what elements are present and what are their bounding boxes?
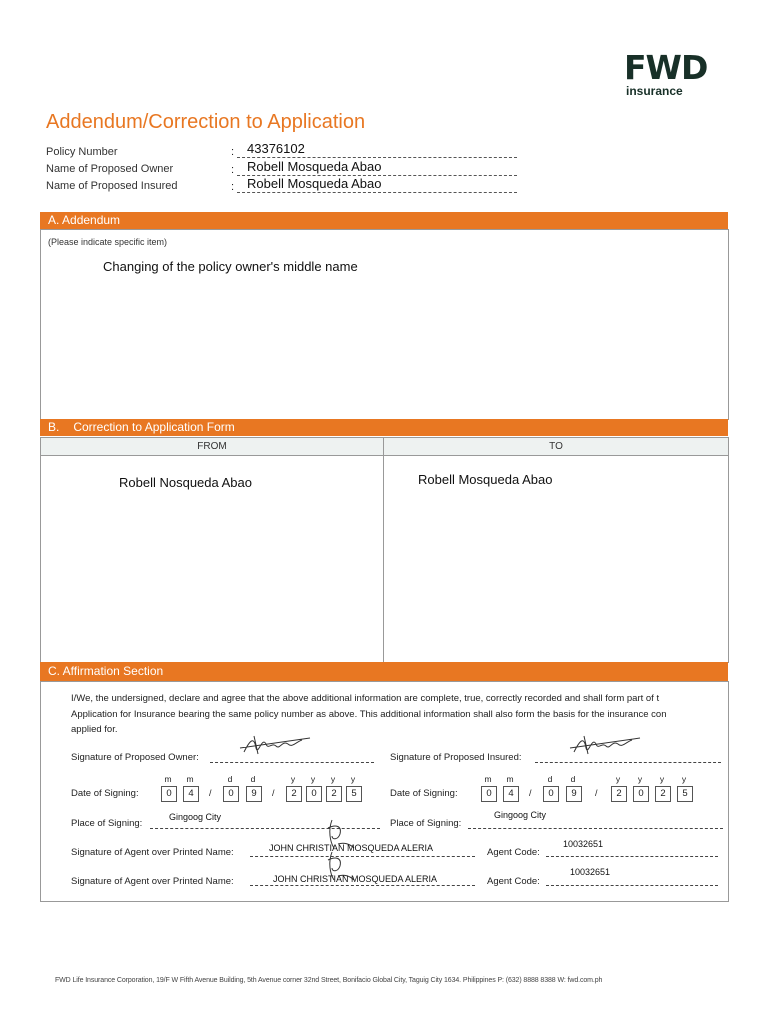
- fwd-logo-subtitle: insurance: [626, 84, 683, 98]
- place-value-insured[interactable]: Gingoog City: [494, 810, 547, 820]
- date-digit-year-4[interactable]: 5: [346, 786, 362, 802]
- date-head: y: [290, 774, 296, 784]
- date-head: m: [164, 774, 172, 784]
- section-a-box: [40, 229, 729, 420]
- policy-number-value[interactable]: 43376102: [247, 141, 305, 156]
- date-digit-day-1[interactable]: 0: [543, 786, 559, 802]
- date-digit-year-1[interactable]: 2: [286, 786, 302, 802]
- place-of-signing-label: Place of Signing:: [71, 818, 143, 829]
- date-digit-month-2[interactable]: 4: [503, 786, 519, 802]
- proposed-owner-value[interactable]: Robell Mosqueda Abao: [247, 159, 382, 174]
- date-head: d: [250, 774, 256, 784]
- date-separator: /: [529, 788, 532, 798]
- date-separator: /: [272, 788, 275, 798]
- affirmation-line-2: Application for Insurance bearing the same policy number as above. This additional information shall also form the basis for the insurance con: [71, 709, 667, 720]
- date-separator: /: [209, 788, 212, 798]
- date-digit-day-2[interactable]: 9: [246, 786, 262, 802]
- field-underline: [237, 157, 517, 158]
- section-b-letter: B.: [48, 420, 60, 434]
- date-head: m: [484, 774, 492, 784]
- agent-code-value-2[interactable]: 10032651: [570, 867, 611, 877]
- date-head: y: [637, 774, 643, 784]
- date-head: m: [506, 774, 514, 784]
- page-title: Addendum/Correction to Application: [46, 111, 366, 133]
- insured-signature-line: [535, 762, 721, 763]
- proposed-insured-label: Name of Proposed Insured: [46, 180, 178, 192]
- date-digit-month-2[interactable]: 4: [183, 786, 199, 802]
- policy-number-label: Policy Number: [46, 146, 118, 158]
- date-of-signing-label-insured: Date of Signing:: [390, 788, 458, 799]
- colon: :: [231, 181, 235, 193]
- date-digit-month-1[interactable]: 0: [161, 786, 177, 802]
- agent-signature-label-2: Signature of Agent over Printed Name:: [71, 876, 234, 887]
- footer-address: FWD Life Insurance Corporation, 19/F W Fifth Avenue Building, 5th Avenue corner 32nd Street, Bonifacio Global City, Taguig City 1634. Philippines P: (632) 8888 8388 W: fwd.com.ph: [55, 977, 603, 984]
- date-head: m: [186, 774, 194, 784]
- agent-code-line: [546, 885, 718, 886]
- date-head: y: [681, 774, 687, 784]
- affirmation-line-1: I/We, the undersigned, declare and agree that the above additional information are complete, true, correctly recorded and shall form part of t: [71, 693, 660, 704]
- date-head: y: [659, 774, 665, 784]
- date-separator: /: [595, 788, 598, 798]
- fwd-logo: FWD: [624, 48, 708, 87]
- date-of-signing-label: Date of Signing:: [71, 788, 139, 799]
- place-line: [468, 828, 723, 829]
- date-digit-year-3[interactable]: 2: [655, 786, 671, 802]
- date-head: y: [350, 774, 356, 784]
- date-digit-year-2[interactable]: 0: [633, 786, 649, 802]
- section-b-header: [40, 419, 728, 436]
- date-head: y: [330, 774, 336, 784]
- date-digit-year-1[interactable]: 2: [611, 786, 627, 802]
- proposed-owner-label: Name of Proposed Owner: [46, 163, 174, 175]
- from-column-header: FROM: [40, 437, 384, 456]
- owner-signature-image[interactable]: [236, 730, 316, 760]
- to-value[interactable]: Robell Mosqueda Abao: [418, 472, 553, 487]
- proposed-insured-value[interactable]: Robell Mosqueda Abao: [247, 176, 382, 191]
- agent-code-value[interactable]: 10032651: [563, 839, 604, 849]
- place-value-owner[interactable]: Gingoog City: [169, 812, 222, 822]
- agent-signature-label: Signature of Agent over Printed Name:: [71, 847, 234, 858]
- date-head: d: [570, 774, 576, 784]
- date-head: d: [547, 774, 553, 784]
- to-column-header: TO: [383, 437, 729, 456]
- owner-signature-label: Signature of Proposed Owner:: [71, 752, 199, 763]
- affirmation-line-3: applied for.: [71, 724, 118, 735]
- date-digit-day-1[interactable]: 0: [223, 786, 239, 802]
- colon: :: [231, 146, 235, 158]
- date-digit-day-2[interactable]: 9: [566, 786, 582, 802]
- date-head: y: [310, 774, 316, 784]
- date-digit-month-1[interactable]: 0: [481, 786, 497, 802]
- colon: :: [231, 164, 235, 176]
- agent-line: [250, 885, 475, 886]
- field-underline: [237, 192, 517, 193]
- agent-name-value-2[interactable]: JOHN CHRISTIAN MOSQUEDA ALERIA: [273, 874, 438, 884]
- owner-signature-line: [210, 762, 374, 763]
- agent-line: [250, 856, 475, 857]
- from-value[interactable]: Robell Nosqueda Abao: [119, 475, 252, 490]
- date-digit-year-2[interactable]: 0: [306, 786, 322, 802]
- place-of-signing-label-insured: Place of Signing:: [390, 818, 462, 829]
- date-digit-year-4[interactable]: 5: [677, 786, 693, 802]
- date-head: y: [615, 774, 621, 784]
- agent-code-label: Agent Code:: [487, 847, 540, 858]
- agent-name-value[interactable]: JOHN CHRISTIAN MOSQUEDA ALERIA: [269, 843, 434, 853]
- insured-signature-image[interactable]: [566, 730, 646, 760]
- insured-signature-label: Signature of Proposed Insured:: [390, 752, 522, 763]
- section-a-hint: (Please indicate specific item): [48, 237, 168, 247]
- section-b-title: Correction to Application Form: [73, 420, 235, 434]
- date-digit-year-3[interactable]: 2: [326, 786, 342, 802]
- agent-code-line: [546, 856, 718, 857]
- section-c-header: C. Affirmation Section: [40, 662, 728, 681]
- addendum-text[interactable]: Changing of the policy owner's middle name: [103, 259, 358, 274]
- section-a-header: A. Addendum: [40, 212, 728, 229]
- agent-code-label-2: Agent Code:: [487, 876, 540, 887]
- date-head: d: [227, 774, 233, 784]
